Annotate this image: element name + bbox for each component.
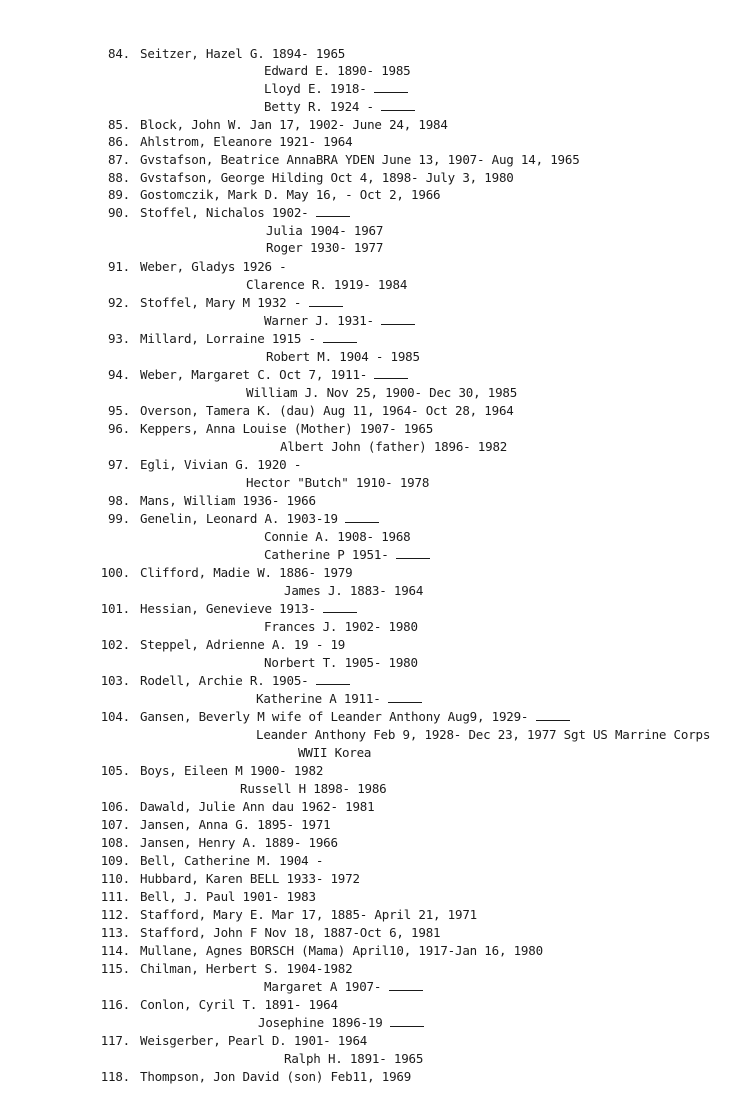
entry-text: Betty R. 1924 - (264, 98, 415, 116)
entry-text: Roger 1930- 1977 (266, 240, 384, 255)
entry-line (92, 708, 732, 726)
entry-text: Hubbard, Karen BELL 1933- 1972 (140, 871, 360, 886)
entry-text: Hessian, Genevieve 1913- (140, 600, 357, 618)
entry-text: Catherine P 1951- (264, 546, 430, 564)
entry-text: Mullane, Agnes BORSCH (Mama) April10, 1917-Jan 16, 1980 (140, 943, 543, 958)
blank-line (323, 611, 357, 613)
entry-text: Gvstafson, Beatrice AnnaBRA YDEN June 13, 1907- Aug 14, 1965 (140, 152, 580, 167)
entry-text: Julia 1904- 1967 (266, 223, 384, 238)
entry-line (92, 942, 732, 960)
entry-line (92, 564, 732, 582)
blank-line (381, 109, 415, 111)
entry-continuation-line (92, 276, 732, 294)
entry-text: Jansen, Henry A. 1889- 1966 (140, 835, 338, 850)
entry-line (92, 366, 732, 384)
entry-number: 109. (100, 853, 130, 868)
entry-continuation-line (92, 978, 732, 996)
entry-text: Rodell, Archie R. 1905- (140, 672, 350, 690)
entry-continuation-line (92, 384, 732, 402)
entry-continuation-line (92, 312, 732, 330)
entry-line (92, 186, 732, 204)
entry-line (92, 1032, 732, 1050)
entry-number: 94. (108, 367, 130, 382)
entry-continuation-line (92, 474, 732, 492)
entry-text: Robert M. 1904 - 1985 (266, 349, 420, 364)
entry-number: 102. (100, 637, 130, 652)
entry-line (92, 402, 732, 420)
entry-line (92, 906, 732, 924)
entry-line (92, 510, 732, 528)
entry-line (92, 960, 732, 978)
entry-number: 101. (100, 601, 130, 616)
entry-text: Seitzer, Hazel G. 1894- 1965 (140, 46, 346, 61)
blank-line (536, 719, 570, 721)
entry-text: Katherine A 1911- (256, 690, 422, 708)
entry-continuation-line (92, 654, 732, 672)
entry-number: 114. (100, 943, 130, 958)
entry-line (92, 798, 732, 816)
entry-text: Genelin, Leonard A. 1903-19 (140, 510, 379, 528)
entry-number: 106. (100, 799, 130, 814)
entry-number: 90. (108, 205, 130, 220)
entry-text: Lloyd E. 1918- (264, 80, 408, 98)
entry-text: Ralph H. 1891- 1965 (284, 1051, 424, 1066)
entry-number: 89. (108, 187, 130, 202)
entry-continuation-line (92, 528, 732, 546)
blank-line (309, 305, 343, 307)
entry-line (92, 169, 732, 187)
blank-line (345, 521, 379, 523)
entry-text: Jansen, Anna G. 1895- 1971 (140, 817, 331, 832)
blank-line (389, 989, 423, 991)
entry-continuation-line (92, 222, 732, 240)
entry-text: Hector "Butch" 1910- 1978 (246, 475, 430, 490)
blank-line (323, 341, 357, 343)
entry-continuation-line (92, 1014, 732, 1032)
entry-text: Egli, Vivian G. 1920 - (140, 457, 302, 472)
entry-line (92, 330, 732, 348)
entry-line (92, 204, 732, 222)
entry-line (92, 924, 732, 942)
blank-line (316, 215, 350, 217)
entry-number: 115. (100, 961, 130, 976)
entry-number: 103. (100, 673, 130, 688)
entry-text: Mans, William 1936- 1966 (140, 493, 316, 508)
entry-number: 116. (100, 997, 130, 1012)
entry-text: Overson, Tamera K. (dau) Aug 11, 1964- Oct 28, 1964 (140, 403, 514, 418)
entry-text: Gansen, Beverly M wife of Leander Anthony Aug9, 1929- (140, 708, 570, 726)
entry-continuation-line (92, 80, 732, 98)
entry-line (92, 600, 732, 618)
entry-text: Block, John W. Jan 17, 1902- June 24, 1984 (140, 117, 448, 132)
entry-text: Gostomczik, Mark D. May 16, - Oct 2, 1966 (140, 187, 441, 202)
entry-continuation-line (92, 1050, 732, 1068)
entry-line (92, 672, 732, 690)
entry-text: Stoffel, Nichalos 1902- (140, 204, 350, 222)
entry-continuation-line (92, 348, 732, 366)
entry-text: Weber, Gladys 1926 - (140, 259, 287, 274)
entry-number: 85. (108, 117, 130, 132)
entry-line (92, 420, 732, 438)
entry-number: 107. (100, 817, 130, 832)
entry-text: Norbert T. 1905- 1980 (264, 655, 418, 670)
entry-line (92, 294, 732, 312)
entry-text: Weisgerber, Pearl D. 1901- 1964 (140, 1033, 368, 1048)
entry-text: Albert John (father) 1896- 1982 (280, 439, 508, 454)
entry-continuation-line (92, 780, 732, 798)
entry-text: Chilman, Herbert S. 1904-1982 (140, 961, 353, 976)
entry-number: 84. (108, 46, 130, 61)
entry-line (92, 852, 732, 870)
entry-text: Bell, Catherine M. 1904 - (140, 853, 324, 868)
entry-continuation-line (92, 582, 732, 600)
entry-text: WWII Korea (298, 745, 372, 760)
entry-continuation-line (92, 438, 732, 456)
entry-text: Boys, Eileen M 1900- 1982 (140, 763, 324, 778)
entry-number: 105. (100, 763, 130, 778)
entry-line (92, 258, 732, 276)
entry-text: Stafford, Mary E. Mar 17, 1885- April 21, 1971 (140, 907, 477, 922)
entry-text: Clifford, Madie W. 1886- 1979 (140, 565, 353, 580)
entry-text: Steppel, Adrienne A. 19 - 19 (140, 637, 346, 652)
entry-line (92, 492, 732, 510)
entry-number: 117. (100, 1033, 130, 1048)
entry-line (92, 1068, 732, 1086)
entry-continuation-line (92, 62, 732, 80)
blank-line (388, 701, 422, 703)
entry-number: 86. (108, 134, 130, 149)
blank-line (316, 683, 350, 685)
entry-continuation-line (92, 618, 732, 636)
entry-line (92, 116, 732, 134)
blank-line (396, 557, 430, 559)
entry-continuation-line (92, 726, 732, 744)
entry-line (92, 888, 732, 906)
entry-number: 88. (108, 170, 130, 185)
entry-line (92, 870, 732, 888)
entry-number: 95. (108, 403, 130, 418)
entry-number: 93. (108, 331, 130, 346)
entry-number: 97. (108, 457, 130, 472)
entry-number: 110. (100, 871, 130, 886)
entry-number: 111. (100, 889, 130, 904)
entry-number: 87. (108, 152, 130, 167)
entry-text: Stoffel, Mary M 1932 - (140, 294, 343, 312)
entry-number: 100. (100, 565, 130, 580)
entry-text: William J. Nov 25, 1900- Dec 30, 1985 (246, 385, 518, 400)
entry-text: Gvstafson, George Hilding Oct 4, 1898- July 3, 1980 (140, 170, 514, 185)
entry-text: Connie A. 1908- 1968 (264, 529, 411, 544)
entry-text: Keppers, Anna Louise (Mother) 1907- 1965 (140, 421, 434, 436)
entry-continuation-line (92, 690, 732, 708)
entry-number: 112. (100, 907, 130, 922)
entry-line (92, 834, 732, 852)
entry-text: Josephine 1896-19 (258, 1014, 424, 1032)
entry-text: Weber, Margaret C. Oct 7, 1911- (140, 366, 408, 384)
entry-line (92, 45, 732, 63)
entry-continuation-line (92, 239, 732, 257)
entry-text: Conlon, Cyril T. 1891- 1964 (140, 997, 338, 1012)
entry-continuation-line (92, 744, 732, 762)
entry-number: 113. (100, 925, 130, 940)
entry-text: Thompson, Jon David (son) Feb11, 1969 (140, 1069, 412, 1084)
entry-text: Ahlstrom, Eleanore 1921- 1964 (140, 134, 353, 149)
entry-number: 98. (108, 493, 130, 508)
entry-text: Edward E. 1890- 1985 (264, 63, 411, 78)
entry-text: Margaret A 1907- (264, 978, 423, 996)
entry-number: 118. (100, 1069, 130, 1084)
entry-line (92, 996, 732, 1014)
entry-text: James J. 1883- 1964 (284, 583, 424, 598)
entry-number: 104. (100, 709, 130, 724)
entry-number: 91. (108, 259, 130, 274)
entry-text: Stafford, John F Nov 18, 1887-Oct 6, 1981 (140, 925, 441, 940)
blank-line (390, 1025, 424, 1027)
entry-number: 96. (108, 421, 130, 436)
entry-text: Clarence R. 1919- 1984 (246, 277, 408, 292)
entry-text: Dawald, Julie Ann dau 1962- 1981 (140, 799, 375, 814)
entry-text: Frances J. 1902- 1980 (264, 619, 418, 634)
entry-line (92, 151, 732, 169)
entry-line (92, 636, 732, 654)
entry-line (92, 762, 732, 780)
entry-line (92, 133, 732, 151)
blank-line (374, 91, 408, 93)
entry-line (92, 816, 732, 834)
entry-text: Bell, J. Paul 1901- 1983 (140, 889, 316, 904)
entry-continuation-line (92, 546, 732, 564)
entry-number: 99. (108, 511, 130, 526)
entry-line (92, 456, 732, 474)
blank-line (374, 377, 408, 379)
entry-number: 92. (108, 295, 130, 310)
entry-number: 108. (100, 835, 130, 850)
entry-continuation-line (92, 98, 732, 116)
entry-text: Millard, Lorraine 1915 - (140, 330, 357, 348)
blank-line (381, 323, 415, 325)
entry-text: Russell H 1898- 1986 (240, 781, 387, 796)
entry-text: Warner J. 1931- (264, 312, 415, 330)
entry-text: Leander Anthony Feb 9, 1928- Dec 23, 1977 Sgt US Marrine Corps (256, 727, 711, 742)
